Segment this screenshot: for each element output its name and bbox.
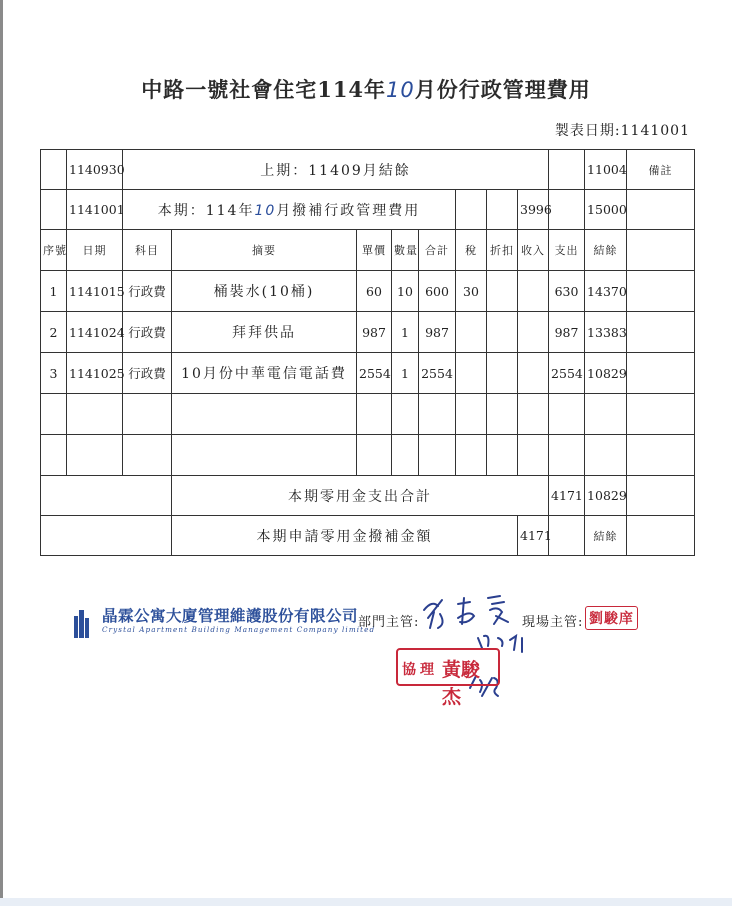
cell-empty bbox=[487, 271, 518, 312]
totals-row bbox=[41, 476, 695, 516]
row-qty: 1 bbox=[392, 312, 419, 353]
company-logo bbox=[62, 598, 376, 642]
company-name-cn: 晶霖公寓大廈管理維護股份有限公司 bbox=[102, 607, 359, 625]
cell-empty bbox=[627, 516, 695, 556]
site-manager-stamp: 劉駿庠 bbox=[585, 606, 638, 630]
row-expense: 630 bbox=[549, 271, 585, 312]
empty-row bbox=[41, 435, 695, 476]
row-expense: 2554 bbox=[549, 353, 585, 394]
previous-label: 上期：11409月結餘 bbox=[123, 150, 549, 190]
assistant-manager-stamp: 協理 黃駿杰 bbox=[396, 648, 500, 686]
cell-empty bbox=[518, 353, 549, 394]
row-unit-price: 987 bbox=[357, 312, 392, 353]
cell-empty bbox=[41, 476, 172, 516]
row-subtotal: 2554 bbox=[419, 353, 456, 394]
header-tax: 稅 bbox=[456, 230, 487, 271]
replenish-label: 本期申請零用金撥補金額 bbox=[172, 516, 518, 556]
row-seq: 2 bbox=[41, 312, 67, 353]
previous-date: 1140930 bbox=[67, 150, 123, 190]
cell-empty bbox=[41, 150, 67, 190]
cell-empty bbox=[41, 516, 172, 556]
header-expense: 支出 bbox=[549, 230, 585, 271]
header-row bbox=[41, 230, 695, 271]
table-row bbox=[41, 353, 695, 394]
header-income: 收入 bbox=[518, 230, 549, 271]
replenish-amount: 4171 bbox=[518, 516, 549, 556]
cell-empty bbox=[627, 271, 695, 312]
row-date: 1141025 bbox=[67, 353, 123, 394]
row-subject: 行政費 bbox=[123, 271, 172, 312]
row-subject: 行政費 bbox=[123, 353, 172, 394]
row-subject: 行政費 bbox=[123, 312, 172, 353]
row-unit-price: 2554 bbox=[357, 353, 392, 394]
header-unit-price: 單價 bbox=[357, 230, 392, 271]
cell-empty bbox=[627, 230, 695, 271]
row-summary: 桶裝水(10桶) bbox=[172, 271, 357, 312]
cell-empty bbox=[627, 353, 695, 394]
cell-empty bbox=[549, 150, 585, 190]
left-edge bbox=[0, 0, 3, 906]
cell-empty bbox=[518, 271, 549, 312]
row-subtotal: 600 bbox=[419, 271, 456, 312]
header-summary: 摘要 bbox=[172, 230, 357, 271]
cell-empty bbox=[627, 190, 695, 230]
current-income: 3996 bbox=[518, 190, 549, 230]
row-tax bbox=[456, 353, 487, 394]
header-subject: 科目 bbox=[123, 230, 172, 271]
cell-empty bbox=[627, 476, 695, 516]
current-balance: 15000 bbox=[585, 190, 627, 230]
table-row bbox=[41, 271, 695, 312]
totals-balance: 10829 bbox=[585, 476, 627, 516]
row-expense: 987 bbox=[549, 312, 585, 353]
dept-manager-label: 部門主管: bbox=[358, 615, 420, 630]
cell-empty bbox=[518, 312, 549, 353]
bleed-through-text bbox=[60, 8, 700, 30]
header-date: 日期 bbox=[67, 230, 123, 271]
header-discount: 折扣 bbox=[487, 230, 518, 271]
cell-empty bbox=[627, 312, 695, 353]
replenish-balance-label: 結餘 bbox=[585, 516, 627, 556]
cell-empty bbox=[487, 312, 518, 353]
row-summary: 10月份中華電信電話費 bbox=[172, 353, 357, 394]
remark-header: 備註 bbox=[627, 150, 695, 190]
current-date: 1141001 bbox=[67, 190, 123, 230]
expense-ledger-table bbox=[40, 149, 695, 556]
row-tax bbox=[456, 312, 487, 353]
current-row bbox=[41, 190, 695, 230]
cell-empty bbox=[41, 190, 67, 230]
previous-balance: 11004 bbox=[585, 150, 627, 190]
row-date: 1141024 bbox=[67, 312, 123, 353]
made-date: 製表日期:1141001 bbox=[554, 123, 690, 139]
replenish-row bbox=[41, 516, 695, 556]
row-qty: 1 bbox=[392, 353, 419, 394]
cell-empty bbox=[549, 190, 585, 230]
row-summary: 拜拜供品 bbox=[172, 312, 357, 353]
row-balance: 10829 bbox=[585, 353, 627, 394]
company-name-en: Crystal Apartment Building Management Company limited bbox=[102, 625, 376, 634]
cell-empty bbox=[549, 516, 585, 556]
cell-empty bbox=[487, 353, 518, 394]
title-suffix: 月份行政管理費用 bbox=[414, 77, 591, 102]
cell-empty bbox=[456, 190, 487, 230]
totals-expense: 4171 bbox=[549, 476, 585, 516]
header-balance: 結餘 bbox=[585, 230, 627, 271]
row-seq: 3 bbox=[41, 353, 67, 394]
document-title bbox=[0, 74, 732, 104]
row-subtotal: 987 bbox=[419, 312, 456, 353]
title-prefix: 中路一號社會住宅114年 bbox=[141, 77, 387, 102]
header-subtotal: 合計 bbox=[419, 230, 456, 271]
header-seq: 序號 bbox=[41, 230, 67, 271]
previous-row bbox=[41, 150, 695, 190]
row-seq: 1 bbox=[41, 271, 67, 312]
building-icon bbox=[62, 598, 98, 642]
site-manager-label: 現場主管: bbox=[522, 615, 584, 630]
totals-label: 本期零用金支出合計 bbox=[172, 476, 549, 516]
row-date: 1141015 bbox=[67, 271, 123, 312]
empty-row bbox=[41, 394, 695, 435]
cell-empty bbox=[487, 190, 518, 230]
row-balance: 14370 bbox=[585, 271, 627, 312]
title-month: 10 bbox=[386, 78, 415, 102]
row-balance: 13383 bbox=[585, 312, 627, 353]
row-unit-price: 60 bbox=[357, 271, 392, 312]
table-row bbox=[41, 312, 695, 353]
row-qty: 10 bbox=[392, 271, 419, 312]
row-tax: 30 bbox=[456, 271, 487, 312]
bottom-edge bbox=[0, 898, 732, 906]
current-label: 本期：114年10月撥補行政管理費用 bbox=[123, 190, 456, 230]
header-qty: 數量 bbox=[392, 230, 419, 271]
